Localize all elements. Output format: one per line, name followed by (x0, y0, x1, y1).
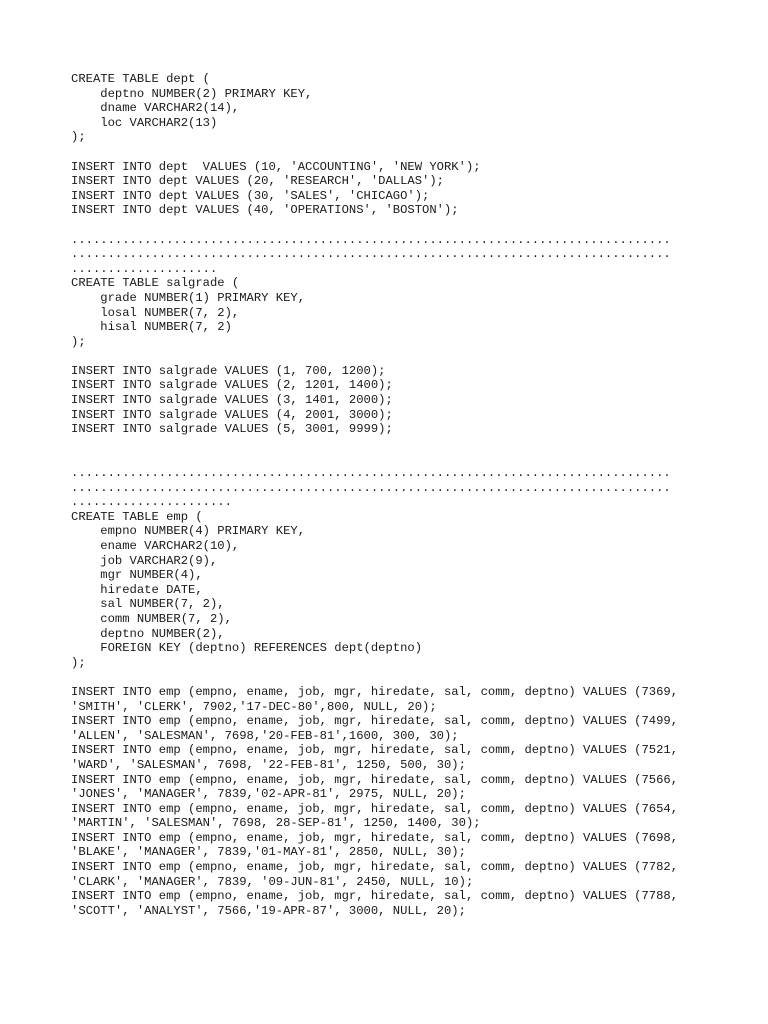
insert-statement-line: INSERT INTO emp (empno, ename, job, mgr, hiredate, sal, comm, deptno) VALUES (7369, (71, 684, 679, 699)
code-line: 'MARTIN', 'SALESMAN', 7698, 28-SEP-81', 1250, 1400, 30); (71, 816, 481, 831)
insert-statement-line: INSERT INTO emp (empno, ename, job, mgr, hiredate, sal, comm, deptno) VALUES (7788, (71, 889, 679, 904)
code-line: 'ALLEN', 'SALESMAN', 7698,'20-FEB-81',1600, 300, 30); (71, 728, 459, 743)
create-table-line: CREATE TABLE emp ( (71, 509, 203, 524)
code-line: 'JONES', 'MANAGER', 7839,'02-APR-81', 2975, NULL, 20); (71, 787, 466, 802)
insert-statement-line: INSERT INTO dept VALUES (20, 'RESEARCH', 'DALLAS'); (71, 174, 444, 189)
code-line: mgr NUMBER(4), (71, 568, 203, 583)
blank-line (71, 145, 761, 160)
insert-statement-line: INSERT INTO salgrade VALUES (3, 1401, 2000); (71, 393, 393, 408)
insert-statement-line: INSERT INTO emp (empno, ename, job, mgr, hiredate, sal, comm, deptno) VALUES (7654, (71, 801, 679, 816)
code-line: empno NUMBER(4) PRIMARY KEY, (71, 524, 306, 539)
insert-statement-line: INSERT INTO emp (empno, ename, job, mgr, hiredate, sal, comm, deptno) VALUES (7499, (71, 714, 679, 729)
code-line: ename VARCHAR2(10), (71, 539, 240, 553)
code-line: sal NUMBER(7, 2), (71, 597, 225, 612)
code-line: ); (71, 655, 86, 670)
insert-statement-line: INSERT INTO salgrade VALUES (5, 3001, 9999); (71, 422, 393, 437)
dotted-separator-line: .................................................................................. (71, 466, 671, 481)
code-line: hisal NUMBER(7, 2) (71, 320, 232, 335)
insert-statement-line: INSERT INTO dept VALUES (10, 'ACCOUNTING', 'NEW YORK'); (71, 159, 481, 174)
insert-statement-line: INSERT INTO salgrade VALUES (1, 700, 1200); (71, 363, 386, 378)
document-page (71, 72, 761, 918)
code-line: ); (71, 130, 86, 145)
code-line: ); (71, 334, 86, 349)
code-line: 'BLAKE', 'MANAGER', 7839,'01-MAY-81', 2850, NULL, 30); (71, 845, 466, 860)
dotted-separator-line: ...................... (71, 495, 232, 510)
blank-line (71, 670, 761, 685)
code-line: deptno NUMBER(2), (71, 626, 225, 641)
code-line: 'SCOTT', 'ANALYST', 7566,'19-APR-87', 3000, NULL, 20); (71, 903, 466, 918)
code-line: job VARCHAR2(9), (71, 553, 218, 568)
code-line: deptno NUMBER(2) PRIMARY KEY, (71, 86, 313, 101)
insert-statement-line: INSERT INTO emp (empno, ename, job, mgr, hiredate, sal, comm, deptno) VALUES (7521, (71, 743, 679, 758)
insert-statement-line: INSERT INTO dept VALUES (30, 'SALES', 'CHICAGO'); (71, 188, 430, 203)
dotted-separator-line: .................................................................................. (71, 232, 671, 247)
create-table-line: CREATE TABLE dept ( (71, 72, 210, 86)
code-line: 'SMITH', 'CLERK', 7902,'17-DEC-80',800, NULL, 20); (71, 699, 437, 714)
code-line: 'WARD', 'SALESMAN', 7698, '22-FEB-81', 1250, 500, 30); (71, 757, 466, 772)
sql-code-block (71, 72, 761, 918)
blank-line (71, 437, 761, 452)
dotted-separator-line: .................................................................................. (71, 247, 671, 262)
insert-statement-line: INSERT INTO emp (empno, ename, job, mgr, hiredate, sal, comm, deptno) VALUES (7782, (71, 860, 679, 875)
insert-statement-line: INSERT INTO emp (empno, ename, job, mgr, hiredate, sal, comm, deptno) VALUES (7698, (71, 830, 679, 845)
code-line: 'CLARK', 'MANAGER', 7839, '09-JUN-81', 2450, NULL, 10); (71, 874, 474, 889)
code-line: hiredate DATE, (71, 582, 203, 597)
insert-statement-line: INSERT INTO dept VALUES (40, 'OPERATIONS', 'BOSTON'); (71, 203, 459, 218)
code-line: losal NUMBER(7, 2), (71, 305, 240, 320)
insert-statement-line: INSERT INTO emp (empno, ename, job, mgr, hiredate, sal, comm, deptno) VALUES (7566, (71, 772, 679, 787)
code-line: loc VARCHAR2(13) (71, 115, 218, 130)
code-line: dname VARCHAR2(14), (71, 101, 240, 116)
dotted-separator-line: .................... (71, 261, 218, 276)
code-line: FOREIGN KEY (deptno) REFERENCES dept(deptno) (71, 641, 423, 656)
insert-statement-line: INSERT INTO salgrade VALUES (4, 2001, 3000); (71, 407, 393, 422)
code-line: grade NUMBER(1) PRIMARY KEY, (71, 290, 306, 305)
code-line: comm NUMBER(7, 2), (71, 611, 232, 626)
insert-statement-line: INSERT INTO salgrade VALUES (2, 1201, 1400); (71, 378, 393, 393)
create-table-line: CREATE TABLE salgrade ( (71, 276, 240, 291)
blank-line (71, 349, 761, 364)
blank-line (71, 451, 761, 466)
blank-line (71, 218, 761, 233)
dotted-separator-line: .................................................................................. (71, 480, 671, 495)
